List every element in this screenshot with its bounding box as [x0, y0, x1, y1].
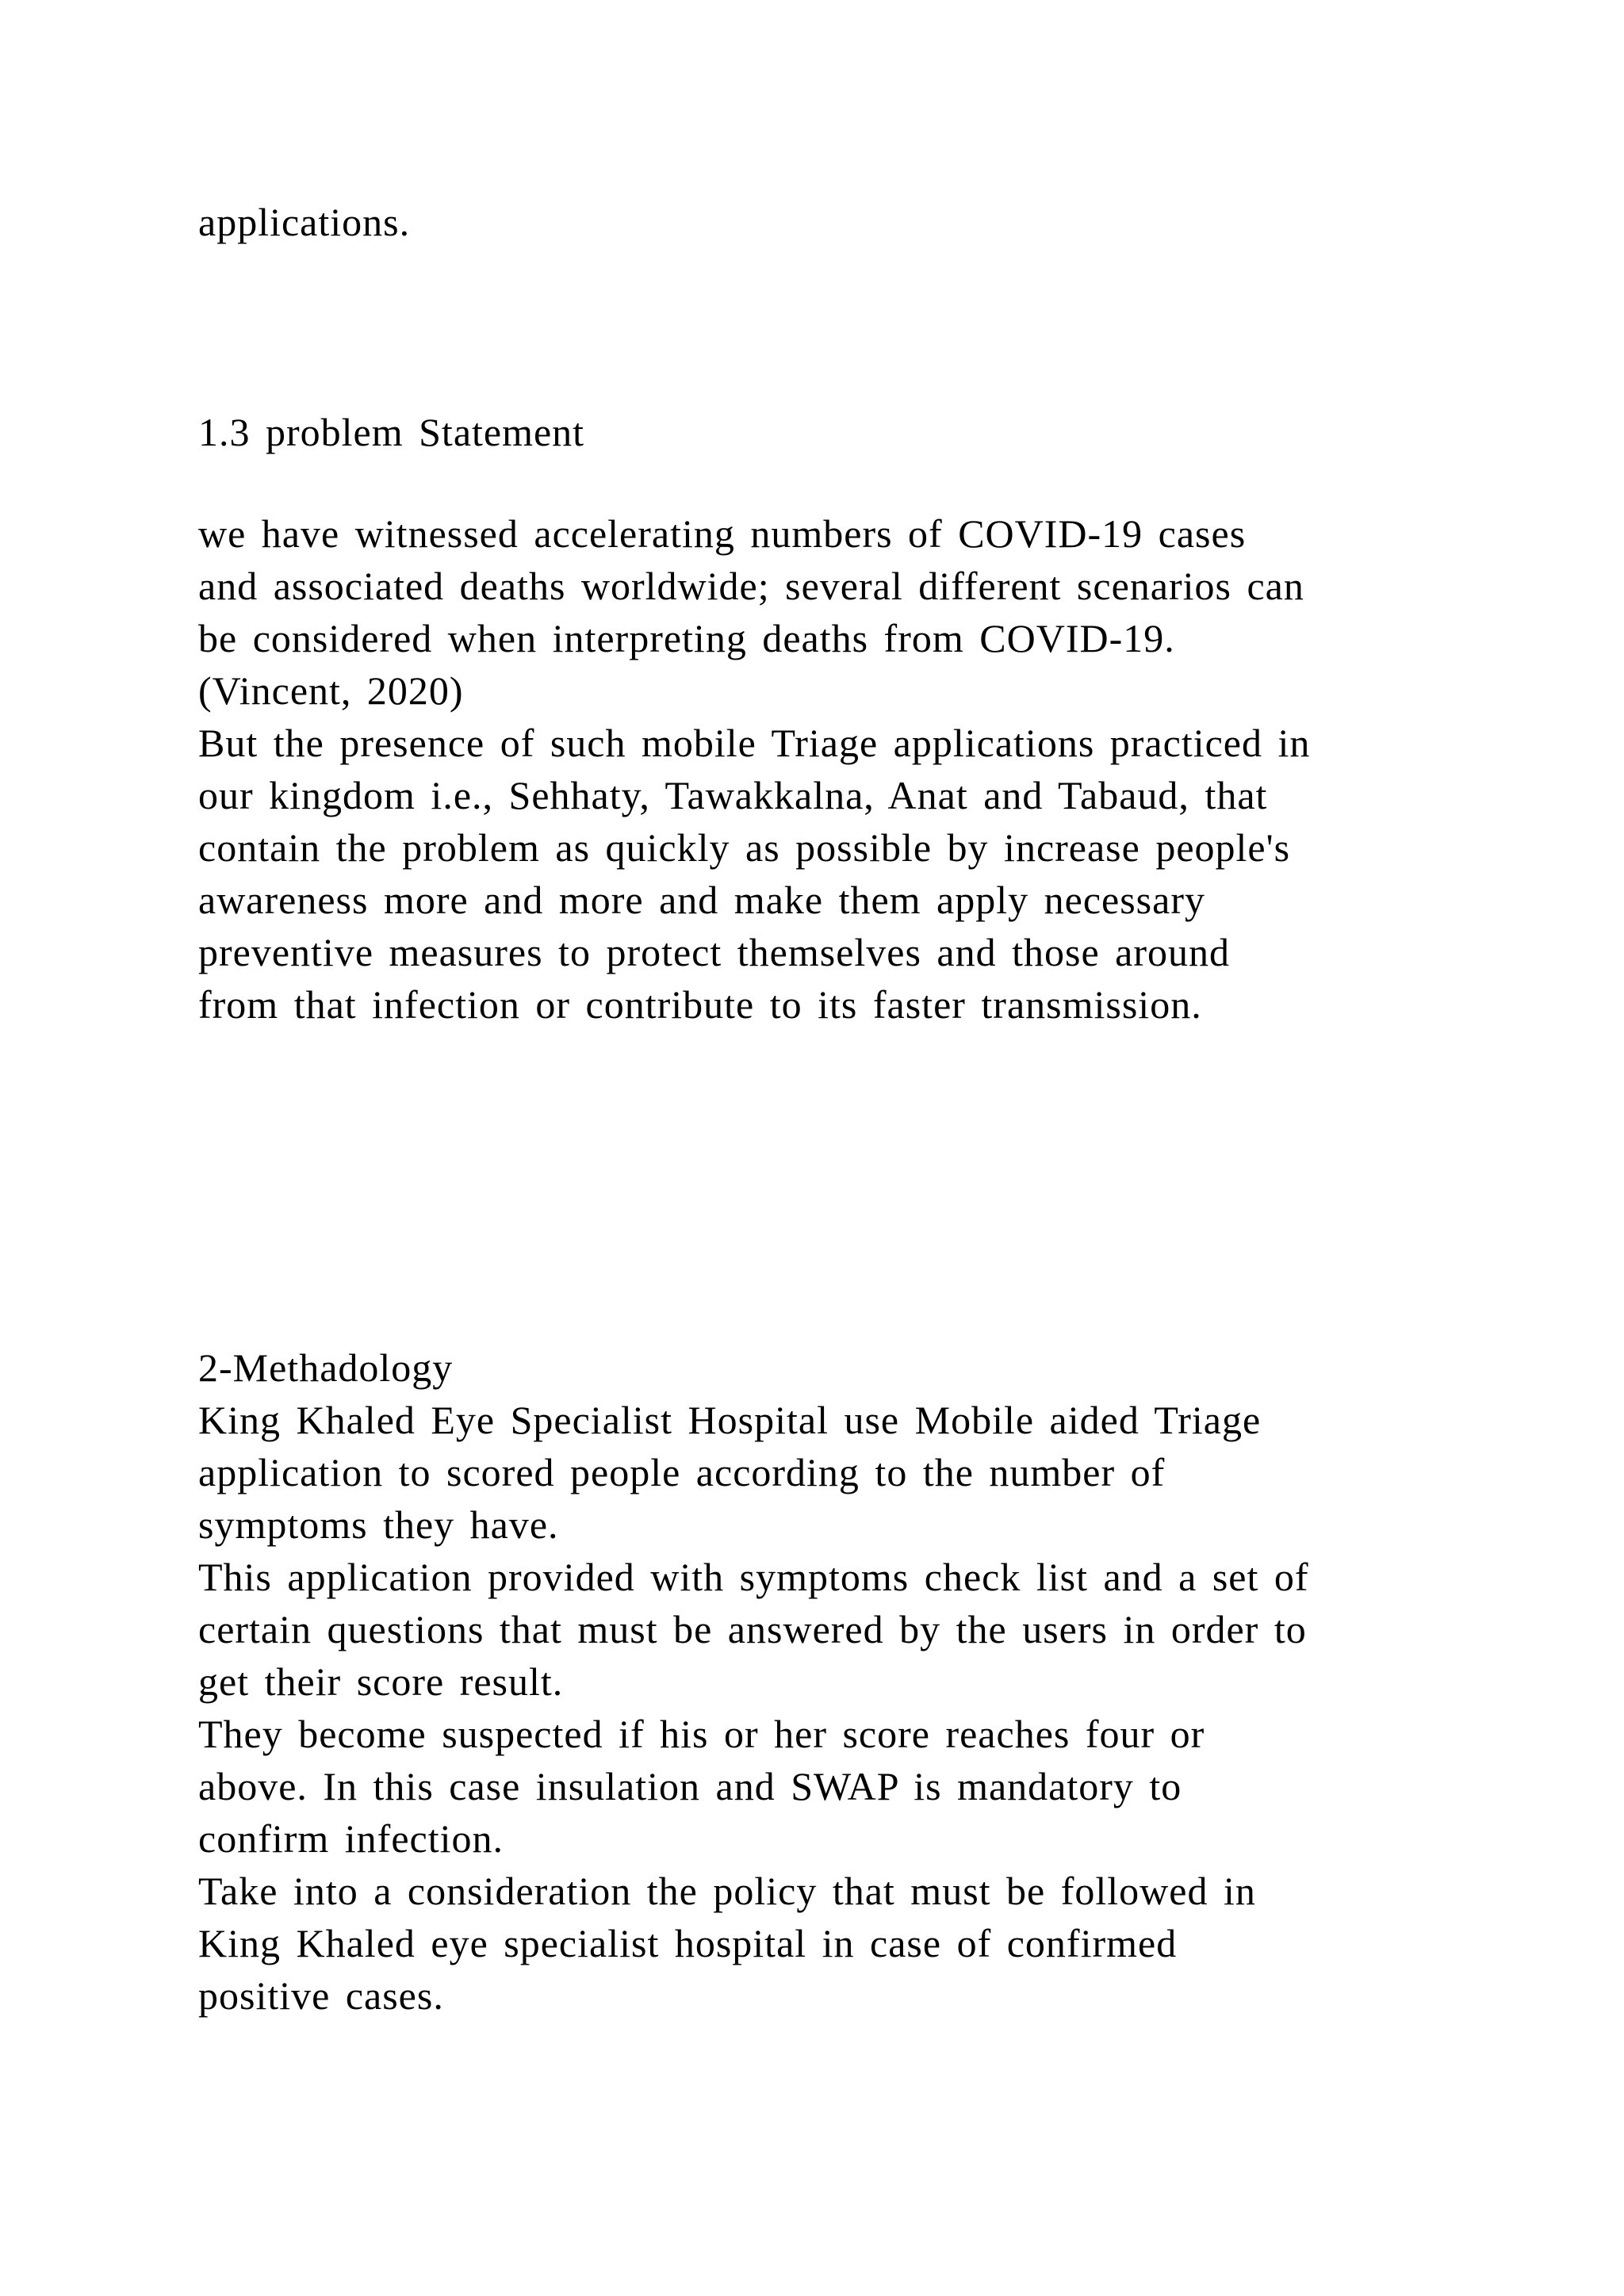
fragment-line: applications. [198, 200, 411, 244]
body-line: But the presence of such mobile Triage applications practiced in [198, 721, 1311, 765]
body-line: positive cases. [198, 1973, 444, 2018]
problem-statement-body [198, 507, 1467, 1031]
problem-statement-section [198, 406, 1467, 458]
body-line: confirm infection. [198, 1816, 504, 1861]
body-line: above. In this case insulation and SWAP is mandatory to [198, 1764, 1182, 1808]
body-line: be considered when interpreting deaths from COVID-19. [198, 616, 1175, 660]
body-line: This application provided with symptoms check list and a set of [198, 1555, 1309, 1599]
body-line: we have witnessed accelerating numbers of COVID-19 cases [198, 511, 1247, 556]
body-line: get their score result. [198, 1659, 564, 1704]
body-line: and associated deaths worldwide; several different scenarios can [198, 564, 1304, 608]
body-line: preventive measures to protect themselves and those around [198, 930, 1231, 974]
body-line: certain questions that must be answered by the users in order to [198, 1607, 1307, 1651]
body-line: from that infection or contribute to its faster transmission. [198, 982, 1202, 1027]
body-line: contain the problem as quickly as possible by increase people's [198, 825, 1291, 870]
body-line: They become suspected if his or her score reaches four or [198, 1712, 1205, 1756]
section-heading-problem-statement: 1.3 problem Statement [198, 410, 585, 454]
body-line: King Khaled eye specialist hospital in case of confirmed [198, 1921, 1178, 1965]
body-line: awareness more and more and make them apply necessary [198, 878, 1205, 922]
methodology-section [198, 1341, 1467, 2022]
continued-text-fragment [198, 196, 1467, 248]
body-line: (Vincent, 2020) [198, 668, 464, 713]
section-heading-methodology: 2-Methadology [198, 1345, 454, 1390]
body-line: King Khaled Eye Specialist Hospital use Mobile aided Triage [198, 1398, 1262, 1442]
body-line: our kingdom i.e., Sehhaty, Tawakkalna, Anat and Tabaud, that [198, 773, 1268, 817]
body-line: symptoms they have. [198, 1502, 559, 1547]
body-line: Take into a consideration the policy that must be followed in [198, 1869, 1256, 1913]
body-line: application to scored people according to the number of [198, 1450, 1166, 1494]
